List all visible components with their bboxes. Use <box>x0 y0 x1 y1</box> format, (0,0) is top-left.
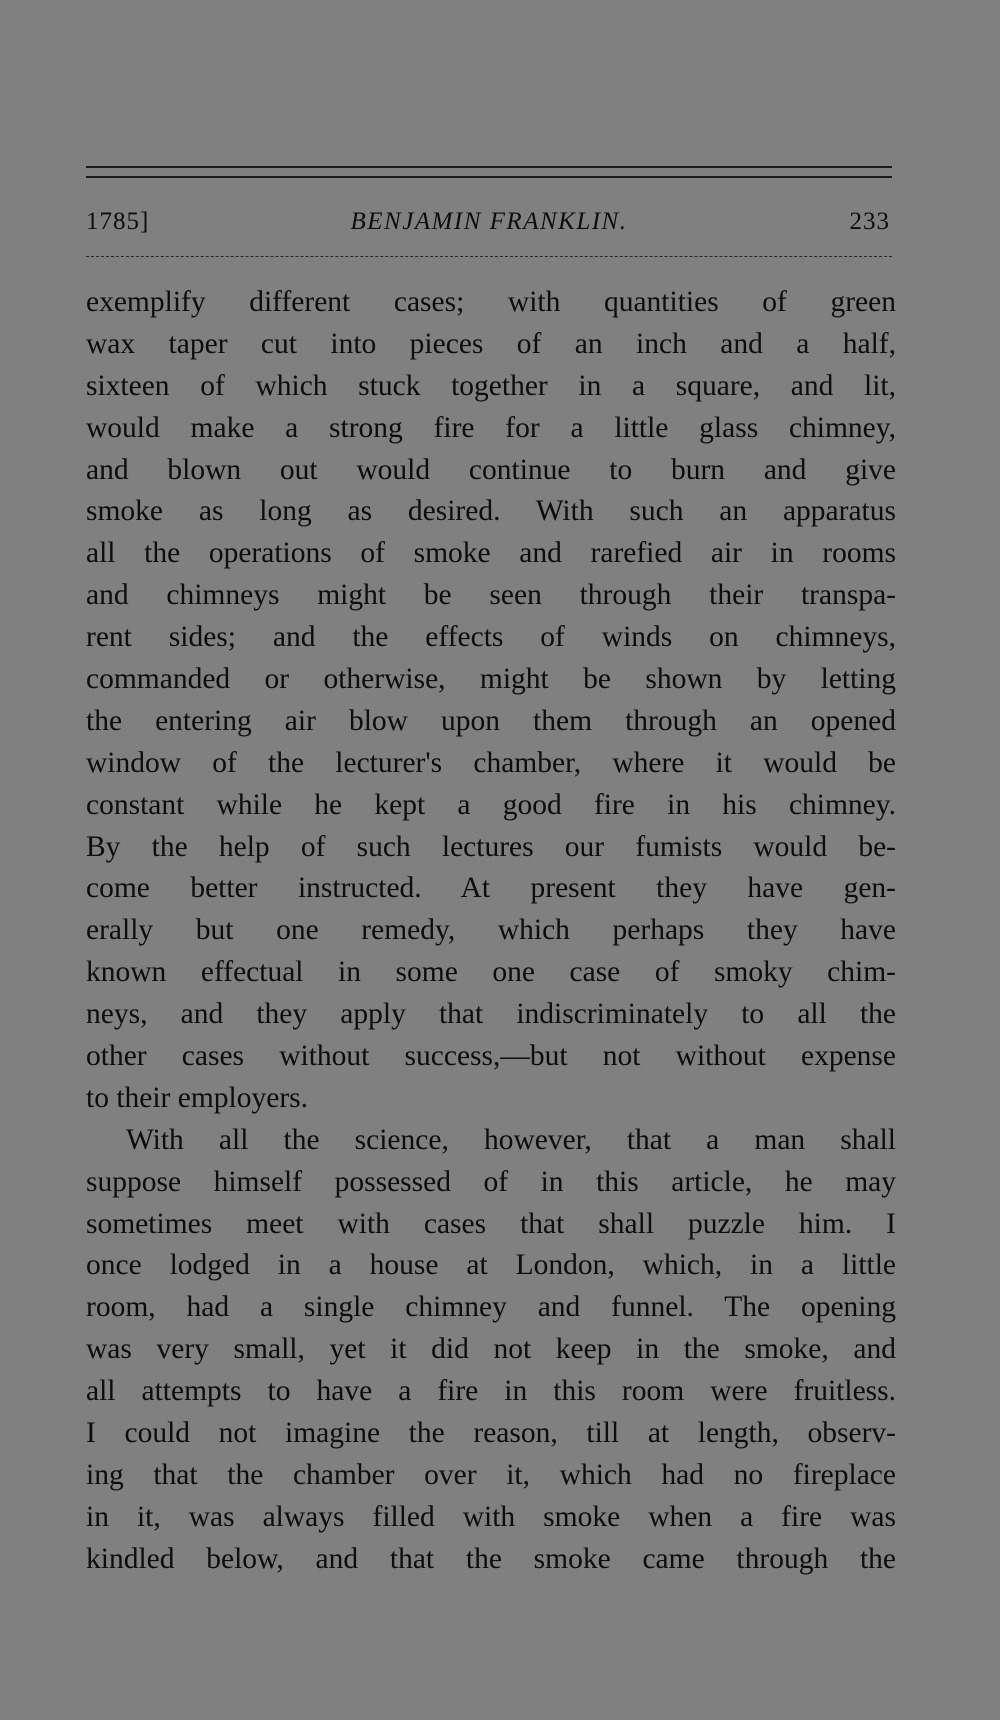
book-page <box>86 0 896 1720</box>
text-line: to their employers. <box>86 1081 309 1114</box>
paragraph <box>86 1120 896 1581</box>
text-line: erally but one remedy, which perhaps they have <box>86 914 896 947</box>
text-line: was very small, yet it did not keep in the smoke, and <box>86 1333 896 1366</box>
text-line: the entering air blow upon them through an opened <box>86 704 896 737</box>
text-line: With all the science, however, that a man shall <box>126 1123 896 1156</box>
text-line: By the help of such lectures our fumists would be- <box>86 830 896 863</box>
text-line: in it, was always filled with smoke when a fire was <box>86 1500 896 1533</box>
text-line: all attempts to have a fire in this room were fruitless. <box>86 1375 896 1408</box>
page-number: 233 <box>849 208 890 235</box>
header-rule-top <box>86 166 892 168</box>
text-line: and chimneys might be seen through their transpa- <box>86 579 896 612</box>
text-line: and blown out would continue to burn and give <box>86 453 896 486</box>
paragraph <box>86 282 896 1120</box>
running-head-title: BENJAMIN FRANKLIN. <box>350 208 628 235</box>
text-line: window of the lecturer's chamber, where it would be <box>86 746 896 779</box>
text-line: suppose himself possessed of in this article, he may <box>86 1165 896 1198</box>
header-rule-under <box>86 256 892 257</box>
running-head-date: 1785] <box>86 208 150 235</box>
text-line: neys, and they apply that indiscriminately to all the <box>86 998 896 1031</box>
text-line: commanded or otherwise, might be shown by letting <box>86 663 896 696</box>
text-line: kindled below, and that the smoke came through the <box>86 1542 896 1575</box>
text-line: sometimes meet with cases that shall puzzle him. I <box>86 1207 896 1240</box>
running-head <box>86 205 892 239</box>
text-line: other cases without success,—but not without expense <box>86 1040 896 1073</box>
text-line: once lodged in a house at London, which, in a little <box>86 1249 896 1282</box>
text-line: ing that the chamber over it, which had no fireplace <box>86 1458 896 1491</box>
text-line: exemplify different cases; with quantities of green <box>86 286 896 318</box>
text-line: smoke as long as desired. With such an apparatus <box>86 495 896 528</box>
text-line: rent sides; and the effects of winds on chimneys, <box>86 621 896 654</box>
text-line: all the operations of smoke and rarefied air in rooms <box>86 537 896 570</box>
text-line: I could not imagine the reason, till at length, observ- <box>86 1417 896 1450</box>
body-text <box>86 282 896 1581</box>
text-line: room, had a single chimney and funnel. The opening <box>86 1291 896 1324</box>
text-line: come better instructed. At present they have gen- <box>86 872 896 905</box>
text-line: wax taper cut into pieces of an inch and a half, <box>86 327 896 360</box>
text-line: would make a strong fire for a little glass chimney, <box>86 411 896 444</box>
text-line: constant while he kept a good fire in his chimney. <box>86 788 896 821</box>
text-line: sixteen of which stuck together in a square, and lit, <box>86 369 896 402</box>
text-line: known effectual in some one case of smoky chim- <box>86 956 896 989</box>
header-rule-second <box>86 176 892 178</box>
